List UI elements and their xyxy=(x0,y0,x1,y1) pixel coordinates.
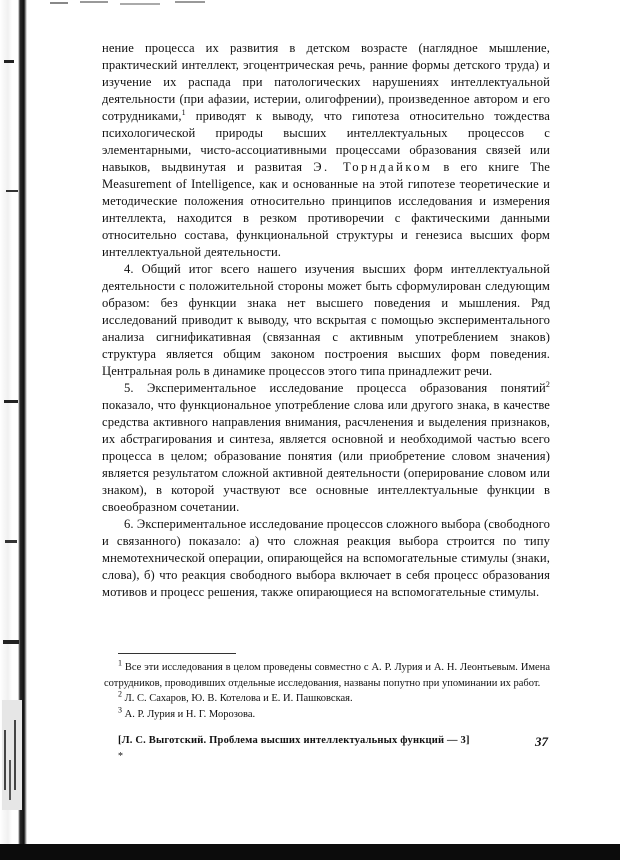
footnote-mark: 1 xyxy=(118,658,122,668)
footnote-text: Все эти исследования в целом проведены совместно с А. Р. Лурия и А. Н. Леонтьевым. Имена сотрудников, проводивших отдельные исследования, названы попутно при упоминании их работ. xyxy=(104,662,550,689)
footnote-mark: 2 xyxy=(118,689,122,699)
footnote-ref-1: 1 xyxy=(181,107,186,117)
paragraph-4: 4. Общий итог всего нашего изучения высших форм интеллектуальной деятельности с положительной стороны может быть сформулирован следующим образом: без функции знака нет высшего поведения и мышления. Ряд исследований приводит к выводу, что вскрытая с помощью экспериментального анализа сигнификативная (связанная с активным употреблением знаков) структура является общим законом построения высших форм поведения. Центральная роль в динамике процессов этого типа принадлежит речи. xyxy=(102,262,550,378)
footnote-mark: 3 xyxy=(118,705,122,714)
binding-marks xyxy=(0,0,44,860)
paragraph-5 xyxy=(102,380,550,516)
footnote-2 xyxy=(104,691,550,707)
text-run: в его книге The Measurement of Intelligence, как и основанные на этой гипотезе теоретические и методические положения относительно принципов исследования и измерения интеллекта, находится в резком противоречии с фактическими данными относительно состава, функциональной структуры и генезиса высших форм интеллектуальной деятельности. xyxy=(102,160,550,259)
footnote-ref-2: 2 xyxy=(545,379,550,389)
footnote-text: А. Р. Лурия и Н. Г. Морозова. xyxy=(122,708,256,720)
page-number: 37 xyxy=(535,734,548,749)
scan-edge xyxy=(0,844,620,860)
printer-signature: [Л. С. Выготский. Проблема высших интеллектуальных функций — 3] xyxy=(118,735,470,746)
signature-mark: * xyxy=(118,751,123,762)
footnote-1 xyxy=(104,660,550,691)
footnotes xyxy=(104,660,550,722)
main-text xyxy=(102,40,550,601)
text-run: нение процесса их развития в детском возрасте (наглядное мышление, практический интеллект, эгоцентрическая речь, ранние формы детского труда) и изучение их распада при патологических нарушениях интеллектуальной деятельности (при афазии, истерии, олигофрении), произведенное автором и его сотрудниками, xyxy=(102,41,550,123)
text-run: приводят к выводу, что гипотеза относительно тождества психологической природы высших интеллектуальных процессов с элементарными, чисто-ассоциативными процессами образования связей или навыков, выдвинутая и развитая xyxy=(102,109,550,174)
footnote-3 xyxy=(104,707,550,723)
paragraph-6: 6. Экспериментальное исследование процессов сложного выбора (свободного и связанного) показало: а) что сложная реакция выбора строится по типу мнемотехнической операции, опирающейся на вспомогательные стимулы (знаки, слова), б) что реакция свободного выбора включает в себя процесс образования мотивов и процесс решения, также опирающиеся на вспомогательные стимулы. xyxy=(102,517,550,599)
text-run: показало, что функциональное употребление слова или другого знака, в качестве средства активного направления внимания, расчленения и выделения признаков, их абстрагирования и синтеза, является основной и необходимой частью всего процесса в целом; образование понятия (или приобретение словом значения) является результатом сложной активной деятельности (оперирование словом или знаком), в которой участвуют все основные интеллектуальные функции в своеобразном сочетании. xyxy=(102,398,550,514)
footnote-divider xyxy=(118,653,236,654)
footnote-text: Л. С. Сахаров, Ю. В. Котелова и Е. И. Пашковская. xyxy=(122,693,353,704)
scan-noise xyxy=(40,0,230,8)
text-run: 5. Экспериментальное исследование процесса образования понятий xyxy=(124,381,546,395)
paragraph-3-cont xyxy=(102,40,550,261)
author-name: Э. Торндайком xyxy=(313,160,433,174)
